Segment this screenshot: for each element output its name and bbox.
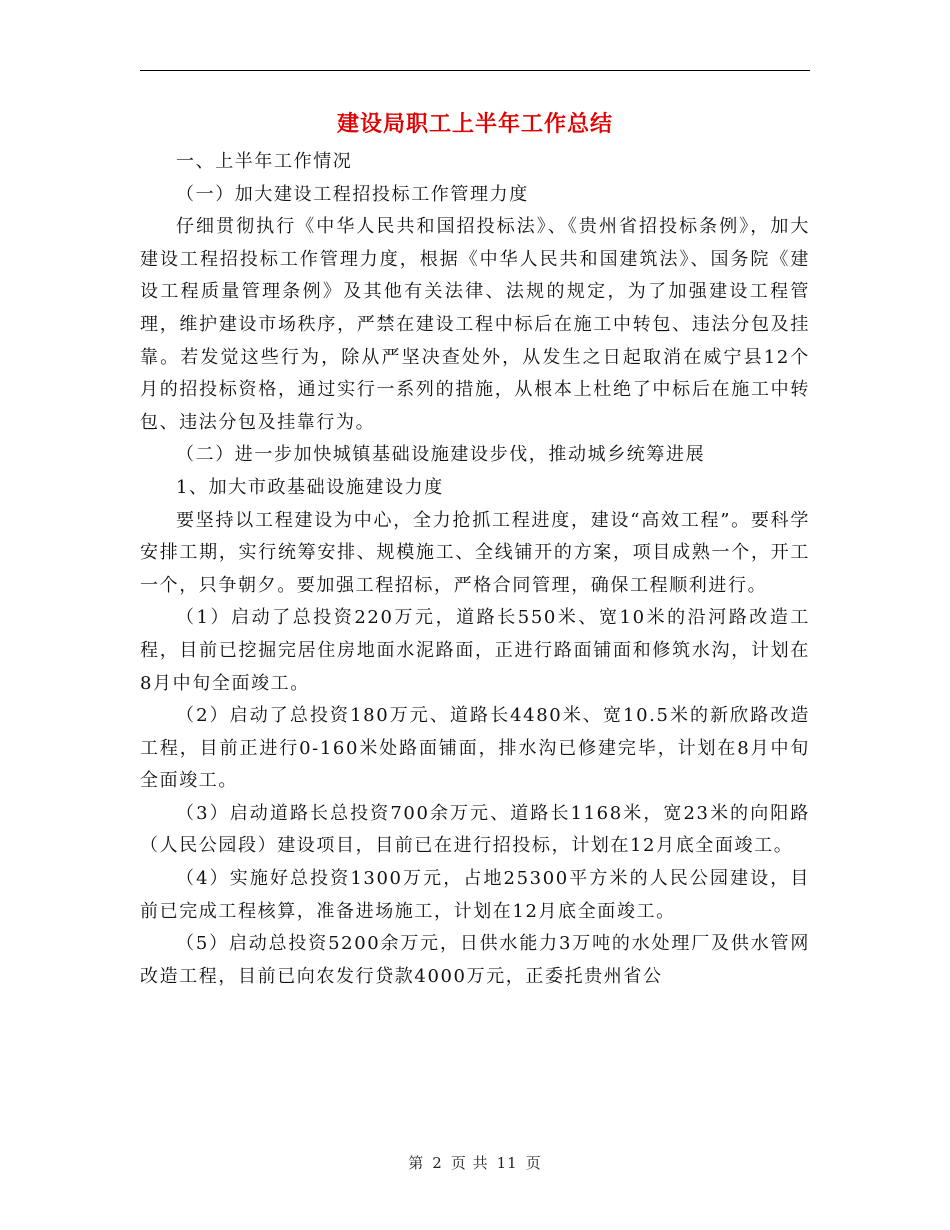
footer-middle: 页 共 [450,1154,489,1172]
list-item: （4）实施好总投资1300万元，占地25300平方米的人民公园建设，目前已完成工程核算，准备进场施工，计划在12月底全面竣工。 [140,868,810,922]
header-rule [140,70,810,71]
document-body [140,146,810,993]
list-item: （2）启动了总投资180万元、道路长4480米、宽10.5米的新欣路改造工程，目前正进行0-160米处路面铺面，排水沟已修建完毕，计划在8月中旬全面竣工。 [140,705,810,792]
page-total: 11 [496,1154,518,1172]
subsection-heading: （一）加大建设工程招投标工作管理力度 [176,183,529,205]
list-item: （1）启动了总投资220万元，道路长550米、宽10米的沿河路改造工程，目前已挖掘完居住房地面水泥路面，正进行路面铺面和修筑水沟，计划在8月中旬全面竣工。 [140,607,810,694]
item-heading: 1、加大市政基础设施建设力度 [176,476,444,498]
footer-suffix: 页 [525,1154,542,1172]
page-footer [140,1152,810,1173]
list-item: （3）启动道路长总投资700余万元、道路长1168米，宽23米的向阳路（人民公园段）建设项目，目前已在进行招投标，计划在12月底全面竣工。 [140,802,810,857]
body-paragraph: 要坚持以工程建设为中心，全力抢抓工程进度，建设“高效工程”。要科学安排工期，实行统筹安排、规模施工、全线铺开的方案，项目成熟一个，开工一个，只争朝夕。要加强工程招标，严格合同管理，确保工程顺利进行。 [140,509,810,596]
section-heading: 一、上半年工作情况 [176,151,353,172]
list-item: （5）启动总投资5200余万元，日供水能力3万吨的水处理厂及供水管网改造工程，目前已向农发行贷款4000万元，正委托贵州省公 [140,933,810,987]
document-title: 建设局职工上半年工作总结 [336,111,613,137]
subsection-heading: （二）进一步加快城镇基础设施建设步伐，推动城乡统筹进展 [176,444,706,466]
footer-prefix: 第 [408,1154,425,1172]
body-paragraph: 仔细贯彻执行《中华人民共和国招投标法》、《贵州省招投标条例》，加大建设工程招投标工作管理力度，根据《中华人民共和国建筑法》、国务院《建设工程质量管理条例》及其他有关法律、法规的规定，为了加强建设工程管理，维护建设市场秩序，严禁在建设工程中标后在施工中转包、违法分包及挂靠。若发觉这些行为，除从严坚决查处外，从发生之日起取消在威宁县12个月的招投标资格，通过实行一系列的措施，从根本上杜绝了中标后在施工中转包、违法分包及挂靠行为。 [140,216,810,433]
page-number: 2 [432,1154,443,1172]
